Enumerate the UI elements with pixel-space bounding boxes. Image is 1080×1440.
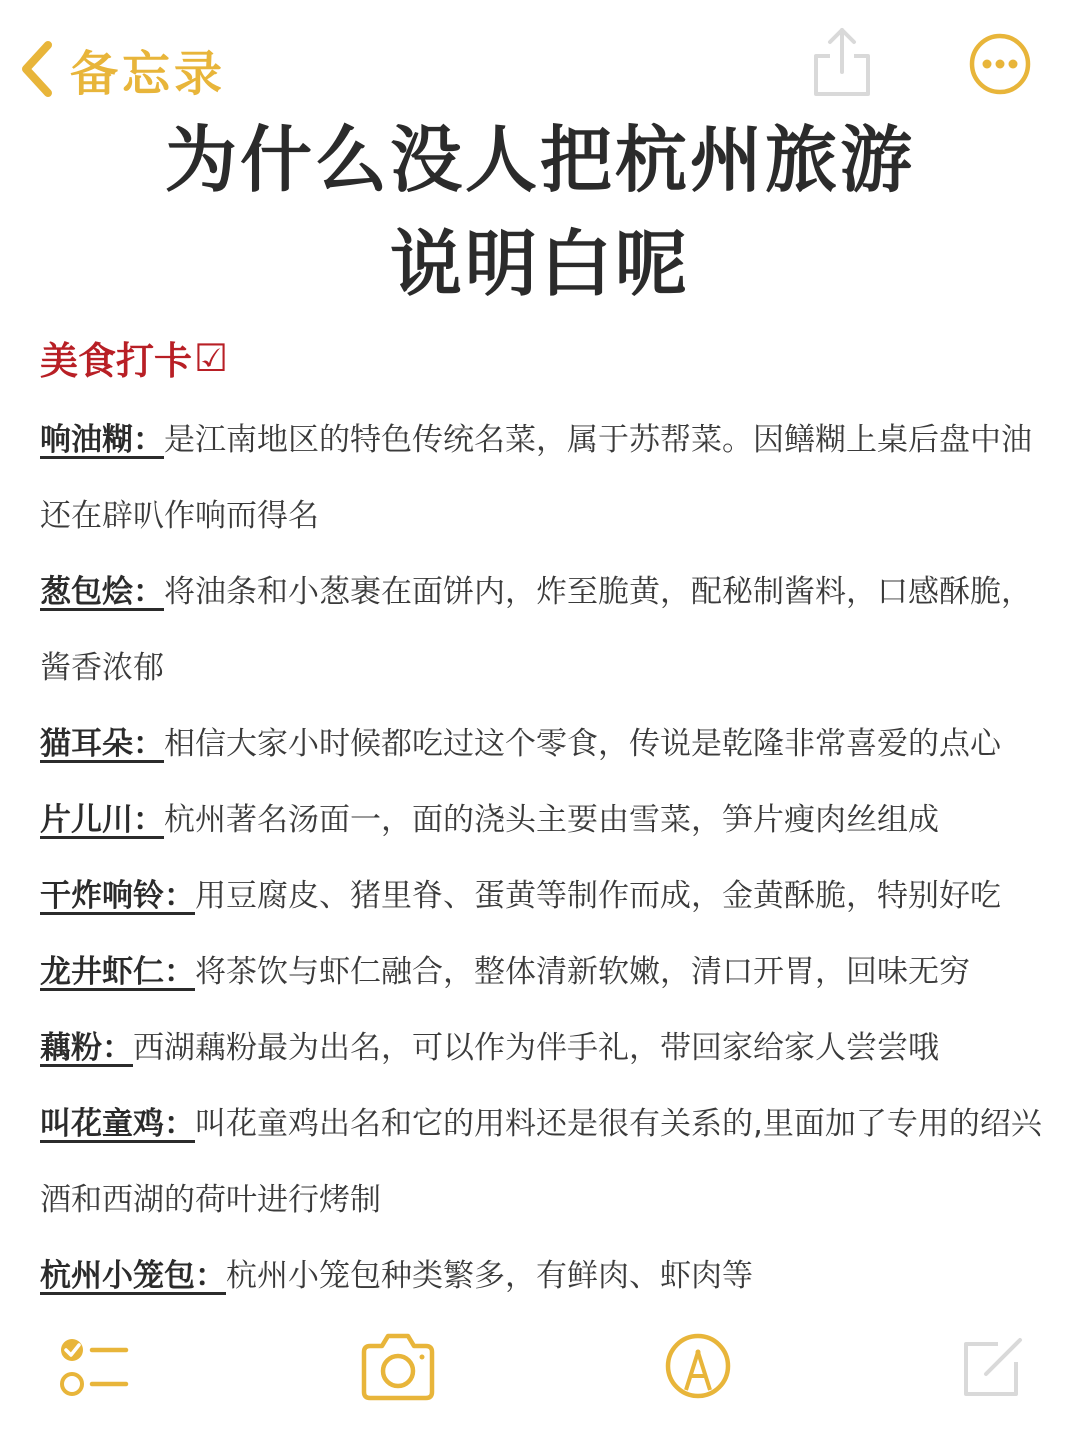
note-title-line2: 说明白呢 (389, 222, 690, 306)
note-body[interactable] (40, 402, 1045, 1314)
item-name: 叫花童鸡： (40, 1106, 195, 1142)
item-description: 杭州小笼包种类繁多，有鲜肉、虾肉等 (226, 1258, 753, 1294)
item-name: 藕粉： (40, 1030, 133, 1066)
markup-pen-icon (662, 1330, 734, 1402)
item-name: 片儿川： (40, 802, 164, 838)
list-item (40, 1010, 1045, 1086)
more-button[interactable] (968, 32, 1032, 100)
camera-button[interactable] (358, 1330, 438, 1406)
checklist-button[interactable] (58, 1330, 130, 1406)
chevron-left-icon (18, 39, 54, 99)
section-heading (40, 330, 228, 385)
item-description: 是江南地区的特色传统名菜，属于苏帮菜。因鳝糊上桌后盘中油还在辟叭作响而得名 (40, 422, 1032, 534)
back-button[interactable] (18, 34, 226, 104)
item-description: 叫花童鸡出名和它的用料还是很有关系的,里面加了专用的绍兴酒和西湖的荷叶进行烤制 (40, 1106, 1042, 1218)
list-item (40, 706, 1045, 782)
navigation-bar (0, 0, 1080, 120)
item-description: 相信大家小时候都吃过这个零食，传说是乾隆非常喜爱的点心 (164, 726, 1001, 762)
item-name: 猫耳朵： (40, 726, 164, 762)
note-title-line1: 为什么没人把杭州旅游 (164, 118, 915, 202)
list-item (40, 402, 1045, 554)
share-button[interactable] (812, 26, 872, 102)
ellipsis-circle-icon (968, 32, 1032, 96)
section-heading-text: 美食打卡 (40, 339, 193, 383)
item-description: 用豆腐皮、猪里脊、蛋黄等制作而成，金黄酥脆，特别好吃 (195, 878, 1001, 914)
checkbox-checked-icon: ☑ (194, 335, 229, 380)
list-item (40, 1238, 1045, 1314)
list-item (40, 1086, 1045, 1238)
back-label: 备忘录 (70, 45, 227, 102)
item-name: 龙井虾仁： (40, 954, 195, 990)
item-description: 将油条和小葱裹在面饼内，炸至脆黄，配秘制酱料，口感酥脆，酱香浓郁 (40, 574, 1032, 686)
list-item (40, 858, 1045, 934)
camera-icon (358, 1330, 438, 1402)
item-name: 杭州小笼包： (40, 1258, 226, 1294)
item-description: 杭州著名汤面一，面的浇头主要由雪菜，笋片瘦肉丝组成 (164, 802, 939, 838)
markup-button[interactable] (662, 1330, 734, 1406)
compose-icon (958, 1330, 1030, 1402)
list-item (40, 782, 1045, 858)
item-name: 响油糊： (40, 422, 164, 458)
compose-button[interactable] (958, 1330, 1030, 1406)
item-description: 将茶饮与虾仁融合，整体清新软嫩，清口开胃，回味无穷 (195, 954, 970, 990)
bottom-toolbar (0, 1320, 1080, 1420)
checklist-icon (58, 1330, 130, 1402)
list-item (40, 934, 1045, 1010)
item-description: 西湖藕粉最为出名，可以作为伴手礼，带回家给家人尝尝哦 (133, 1030, 939, 1066)
share-icon (812, 26, 872, 98)
item-name: 干炸响铃： (40, 878, 195, 914)
note-title (0, 108, 1080, 316)
list-item (40, 554, 1045, 706)
item-name: 葱包烩： (40, 574, 164, 610)
